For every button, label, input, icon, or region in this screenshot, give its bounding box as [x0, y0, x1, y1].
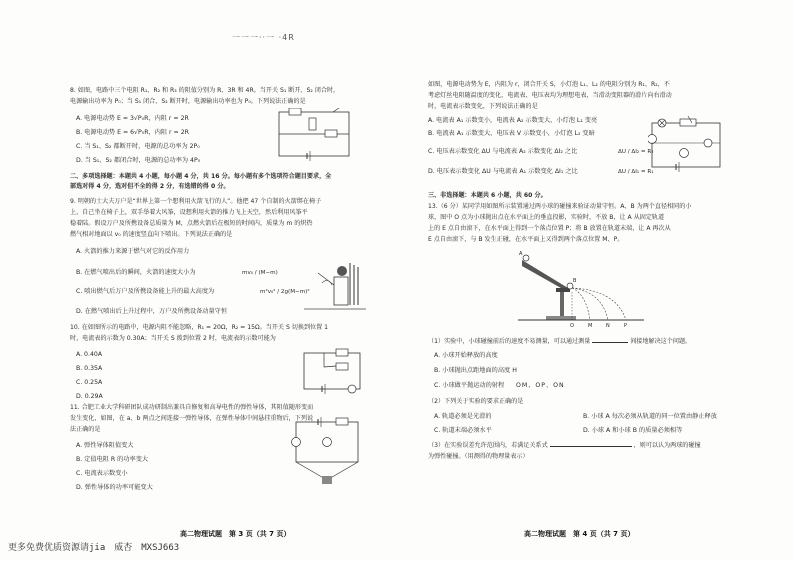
q12-ratio-c: ΔU / ΔI₂ = R₂: [618, 149, 654, 155]
label-o: O: [570, 323, 574, 328]
right-page: [428, 20, 778, 540]
q8-stem-line: 电源输出功率为 P₀；当 S₁ 闭合、S₂ 断开时，电源输出功率也为 P₀。下列说法正确的是: [70, 98, 306, 105]
q11-stem-line: 法正确的是: [70, 426, 101, 433]
q13-part1-option-a: A. 小球开始释放的高度: [434, 352, 498, 359]
q13-stem-line: E 点自由滚下，与 B 发生正碰，在水平面上又得到两个落点位置 M、P。: [428, 236, 624, 243]
q9-option-a: A. 火箭的推力来源于燃气对它的反作用力: [76, 248, 190, 255]
q10-option-d: D. 0.29A: [76, 393, 103, 400]
q13-part1-stem: [428, 338, 691, 346]
label-m: M: [588, 323, 593, 328]
q13-part3-stem: [428, 442, 701, 450]
q10-stem-line: 10. 在如图所示的电路中，电源内阻不能忽略，R₁ = 20Ω，R₂ = 15Ω。当开关 S 切换到位置 1: [70, 324, 329, 331]
q13-stem-line: 球，图中 O 点为小球抛出点在水平面上的垂直投影，实验时，不放 B，让 A 从固定轨道: [428, 214, 665, 221]
label-p: P: [624, 323, 628, 328]
q12-option-d: D. 电压表示数变化 ΔU 与电流表 A₁ 示数变化 ΔI₁ 之比: [428, 168, 578, 175]
q12-stem-line: 考虑灯丝电阻随温度的变化，电流表、电压表均为理想电表，当滑动变阻器的滑片向右滑动: [428, 92, 672, 99]
q13-part3-blank[interactable]: [550, 446, 632, 447]
q9-option-b: B. 在燃气喷出后的瞬间，火箭的速度大小为: [76, 269, 196, 276]
q11-option-b: B. 定值电阻 R 的功率变大: [76, 456, 149, 463]
q13-part1-option-c: C. 小球做平抛运动的射程: [434, 382, 505, 389]
q12-stem-line: 如图，电源电动势为 E，内阻为 r，闭合开关 S，小灯泡 L₁、L₂ 的电阻分别为 R₁、R₂，不: [428, 81, 670, 88]
q8-circuit-diagram: [275, 108, 355, 164]
left-page: [70, 20, 420, 540]
q13-stem-line: 13.（6 分）某同学用如图所示装置通过两小球的碰撞来验证动量守恒。A、B 为两个直径相同的小: [428, 203, 692, 210]
q13-part2-stem: （2）下列关于实验的要求正确的是: [428, 398, 524, 405]
label-a: A: [519, 251, 523, 257]
q12-stem-line: 时，电流表示数变化，下列说法正确的是: [428, 103, 538, 110]
q9-option-c: C. 喷出燃气后万户及所携设备能上升的最大高度为: [76, 288, 215, 295]
q11-option-a: A. 弹性导体阻值变大: [76, 442, 134, 449]
q13-part2-option-b: B. 小球 A 每次必须从轨道的同一位置由静止释放: [583, 413, 717, 420]
q10-circuit-diagram: [300, 347, 366, 395]
label-b: B: [573, 278, 577, 284]
q13-part2-option-d: D. 小球 A 和小球 B 的质量必须相等: [583, 427, 683, 434]
q13-part1-tail: 间接地解决这个问题。: [630, 338, 692, 345]
section-2-heading: 二、多项选择题：本题共 4 小题，每小题 4 分，共 16 分。每小题有多个选项符合题目要求，全: [70, 173, 332, 180]
q11-stem-line: 发生变化，如图，在 a、b 两点之间连接一弹性导体，在弹性导体中间悬挂重物后，下列说: [70, 415, 314, 422]
q13-stem-line: 上的 E 点自由滚下，在水平面上得到一个落点位置 P；将 B 放置在轨道末端，让 A 再次从: [428, 225, 671, 232]
q12-option-b: B. 电流表 A₁ 示数变大，电压表 V 示数变小，小灯泡 L₂ 变暗: [428, 130, 595, 137]
q10-option-b: B. 0.35A: [76, 365, 103, 372]
q13-part1-option-b: B. 小球抛出点距地面的高度 H: [434, 367, 517, 374]
q13-part3-continuation: 为弹性碰撞。（用测得的物理量表示）: [428, 453, 529, 460]
q13-part1-blank[interactable]: [592, 342, 628, 343]
right-page-footer: 高二物理试题 第 4 页（共 7 页）: [524, 530, 635, 538]
section-2-heading: 部选对得 4 分，选对但不全的得 2 分，有选错的得 0 分。: [70, 183, 230, 190]
q11-stem-line: 11. 合肥工业大学科研团队成功研制出兼具自修复和高导电性的弹性导体，其阻值随形变而: [70, 404, 314, 411]
q9-stem-line: 稳着陆。假设万户及所携设备总质量为 M，点燃火箭后在极短的时间内，质量为 m 的炽热: [70, 220, 313, 227]
q9-stem-line: 燃气相对地面以 v₀ 的速度竖直向下喷出。下列说法正确的是: [70, 231, 233, 238]
q11-option-c: C. 电流表示数变小: [76, 470, 128, 477]
q8-option-b: B. 电源电动势 E = 6√P₀R，内阻 r = 2R: [76, 129, 189, 136]
q12-circuit-diagram: [648, 115, 726, 175]
section-3-heading: 三、非选择题：本题共 6 小题，共 60 分。: [428, 192, 547, 199]
q13-part1-lead: （1）实验中，小球碰撞前后的速度不易测量，可以通过测量: [428, 338, 591, 345]
q13-part2-option-c: C. 轨道末端必须水平: [434, 427, 492, 434]
q8-option-c: C. 当 S₁、S₂ 都断开时，电源的总功率为 2P₀: [76, 143, 200, 150]
q11-circuit-diagram: [288, 414, 366, 486]
watermark-text: 更多免费优质资源请jia 威杏 MXSJ663: [8, 543, 180, 553]
left-page-footer: 高二物理试题 第 3 页（共 7 页）: [180, 530, 291, 538]
q12-ratio-d: ΔU / ΔI₁ = R₁: [618, 169, 654, 175]
q10-stem-line: 时，电流表的示数为 0.30A；当开关 S 拨到位置 2 时，电流表的示数可能为: [70, 335, 276, 342]
q13-part2-option-a: A. 轨道必须是光滑的: [434, 413, 492, 420]
q9-stem-line: 上，自己坐在椅子上，双手举着大风筝，设想利用火箭的推力飞上天空，然后利用风筝平: [70, 209, 308, 216]
q9-stem-line: 9. 明朝的士大夫万户是“世界上第一个想利用火箭飞行的人”。他把 47 个自制的火箭绑在椅子: [70, 198, 322, 205]
label-n: N: [606, 323, 610, 328]
q9-option-d: D. 在燃气喷出后上升过程中，万户及所携设备动量守恒: [76, 308, 228, 315]
q12-option-c: C. 电压表示数变化 ΔU 与电流表 A₂ 示数变化 ΔI₂ 之比: [428, 148, 578, 155]
q13-collision-apparatus: [516, 248, 646, 328]
header-scrawl: 一一一··一 ·4R: [232, 33, 295, 42]
q13-part3-tail: ，则可以认为两球的碰撞: [633, 442, 701, 449]
q8-option-a: A. 电源电动势 E = 3√P₀R，内阻 r = 2R: [76, 115, 189, 122]
q9-wanhu-illustration: [298, 255, 370, 313]
q10-option-a: A. 0.40A: [76, 351, 103, 358]
q8-option-d: D. 当 S₁、S₂ 都闭合时，电源的总功率为 4P₀: [76, 157, 201, 164]
q13-part1-segments: OM、OP、ON: [516, 382, 565, 389]
q10-option-c: C. 0.25A: [76, 379, 103, 386]
q11-option-d: D. 弹性导体的功率可能变大: [76, 484, 153, 491]
q13-part3-lead: （3）在实验误差允许范围内，若满足关系式: [428, 442, 548, 449]
q8-stem-line: 8. 如图，电路中三个电阻 R₁、R₂ 和 R₃ 的阻值分别为 R、3R 和 4R。当开关 S₁ 断开、S₂ 闭合时，: [70, 87, 340, 94]
q9-formula-b: mv₀ / (M−m): [242, 270, 278, 276]
q12-option-a: A. 电流表 A₁ 示数变小，电流表 A₂ 示数变大，小灯泡 L₁ 变亮: [428, 117, 598, 124]
q9-formula-c: m²v₀² / 2g(M−m)²: [260, 289, 310, 295]
